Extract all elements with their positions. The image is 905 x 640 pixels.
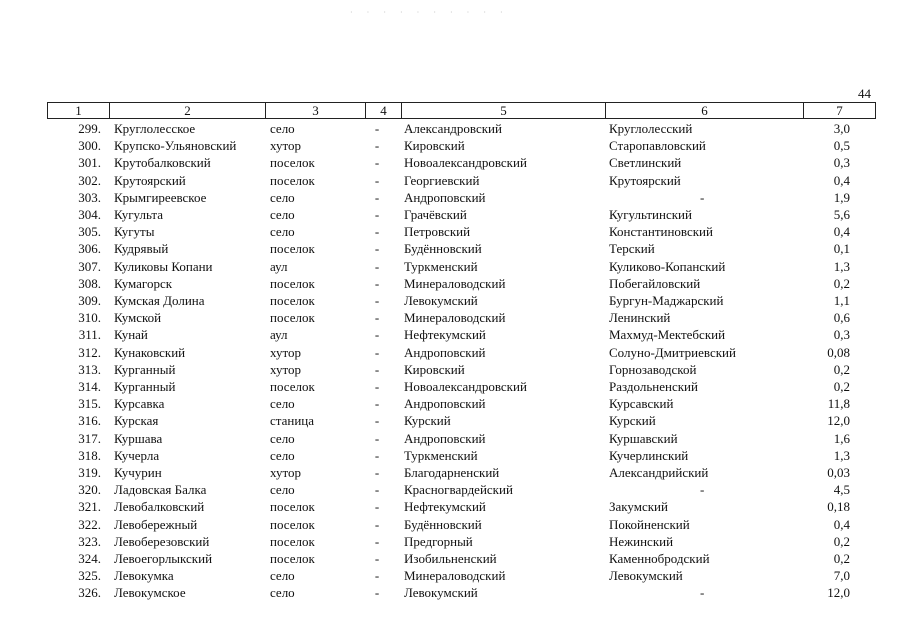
settlement-type: село <box>270 224 295 240</box>
table-row <box>0 550 905 567</box>
settlement-type: село <box>270 482 295 498</box>
settlement-type: поселок <box>270 551 315 566</box>
population-value: 0,2 <box>833 533 850 549</box>
column-4-value: - <box>374 396 380 412</box>
settlement-name: Крутоярский <box>114 172 186 188</box>
settlement-type: поселок <box>270 533 315 549</box>
row-number: 323. <box>78 533 101 549</box>
column-4-value: - <box>374 344 380 360</box>
column-4-value: - <box>374 379 380 394</box>
row-number: 319. <box>78 465 101 480</box>
column-4-value: - <box>374 499 380 515</box>
row-number: 302. <box>78 172 101 188</box>
district-name: Будённовский <box>404 516 482 532</box>
row-number: 300. <box>78 138 101 154</box>
column-header-1: 1 <box>48 103 110 118</box>
population-value: 0,4 <box>833 172 850 188</box>
population-value: 0,18 <box>827 499 850 515</box>
council-name: Кучерлинский <box>609 447 689 463</box>
council-name: Раздольненский <box>609 379 698 394</box>
council-name: - <box>700 482 705 498</box>
table-row <box>0 258 905 275</box>
column-4-value: - <box>374 310 380 326</box>
settlement-type: поселок <box>270 155 315 171</box>
population-value: 0,08 <box>827 344 850 360</box>
row-number: 308. <box>78 275 101 291</box>
council-name: Нежинский <box>609 533 674 549</box>
district-name: Кировский <box>404 361 465 377</box>
column-4-value: - <box>374 138 380 154</box>
council-name: Закумский <box>609 499 668 515</box>
column-4-value: - <box>374 361 380 377</box>
district-name: Красногвардейский <box>404 482 513 498</box>
table-row <box>0 498 905 515</box>
district-name: Предгорный <box>404 533 473 549</box>
settlement-name: Кудрявый <box>114 241 169 257</box>
column-4-value: - <box>374 482 380 498</box>
district-name: Нефтекумский <box>404 327 486 343</box>
settlement-type: аул <box>270 258 288 274</box>
settlement-name: Курганный <box>114 361 176 377</box>
row-number: 311. <box>78 327 101 343</box>
settlement-name: Ладовская Балка <box>114 482 207 498</box>
column-4-value: - <box>374 585 380 601</box>
settlement-name: Левобалковский <box>114 499 205 515</box>
council-name: Крутоярский <box>609 172 681 188</box>
settlement-type: аул <box>270 327 288 343</box>
row-number: 304. <box>78 207 101 222</box>
district-name: Левокумский <box>404 585 478 601</box>
row-number: 325. <box>78 568 101 584</box>
district-name: Нефтекумский <box>404 499 486 515</box>
column-header-4: 4 <box>366 103 402 118</box>
table-row <box>0 344 905 361</box>
population-value: 0,6 <box>833 310 850 326</box>
council-name: Махмуд-Мектебский <box>609 327 726 343</box>
population-value: 1,6 <box>833 430 850 446</box>
column-4-value: - <box>374 533 380 549</box>
column-4-value: - <box>374 258 380 274</box>
row-number: 310. <box>78 310 101 326</box>
table-row <box>0 275 905 292</box>
district-name: Будённовский <box>404 241 482 257</box>
table-header <box>47 102 876 119</box>
settlement-name: Левоберезовский <box>114 533 210 549</box>
district-name: Минераловодский <box>404 568 506 584</box>
district-name: Андроповский <box>404 344 486 360</box>
settlement-name: Левокумское <box>114 585 186 601</box>
settlement-name: Кунаковский <box>114 344 186 360</box>
settlement-name: Кумская Долина <box>114 293 205 308</box>
settlement-type: поселок <box>270 499 315 515</box>
column-4-value: - <box>374 430 380 446</box>
settlement-name: Крутобалковский <box>114 155 211 171</box>
settlement-name: Курсавка <box>114 396 165 412</box>
table-row <box>0 481 905 498</box>
column-4-value: - <box>374 189 380 205</box>
table-row <box>0 567 905 584</box>
population-value: 4,5 <box>833 482 850 498</box>
table-row <box>0 240 905 257</box>
column-4-value: - <box>374 327 380 343</box>
settlement-type: село <box>270 585 295 601</box>
council-name: Круглолесский <box>609 121 693 136</box>
settlement-name: Левокумка <box>114 568 174 584</box>
council-name: Покойненский <box>609 516 690 532</box>
settlement-name: Кугульта <box>114 207 163 222</box>
population-value: 11,8 <box>827 396 850 412</box>
settlement-name: Крымгиреевское <box>114 189 207 205</box>
council-name: Бургун-Маджарский <box>609 293 724 308</box>
table-row <box>0 189 905 206</box>
council-name: Курсавский <box>609 396 674 412</box>
column-header-6: 6 <box>606 103 804 118</box>
settlement-type: поселок <box>270 241 315 257</box>
column-4-value: - <box>374 172 380 188</box>
settlement-name: Куликовы Копани <box>114 258 213 274</box>
settlement-type: село <box>270 396 295 412</box>
district-name: Туркменский <box>404 447 478 463</box>
column-4-value: - <box>374 447 380 463</box>
column-header-3: 3 <box>266 103 366 118</box>
row-number: 307. <box>78 258 101 274</box>
row-number: 312. <box>78 344 101 360</box>
council-name: Терский <box>609 241 655 257</box>
column-4-value: - <box>374 516 380 532</box>
row-number: 299. <box>78 121 101 136</box>
table-row <box>0 361 905 378</box>
population-value: 0,4 <box>833 516 850 532</box>
row-number: 306. <box>78 241 101 257</box>
district-name: Курский <box>404 413 451 429</box>
district-name: Грачёвский <box>404 207 467 222</box>
table-row <box>0 223 905 240</box>
settlement-name: Куршава <box>114 430 163 446</box>
settlement-type: поселок <box>270 379 315 394</box>
row-number: 324. <box>78 551 101 566</box>
council-name: Солуно-Дмитриевский <box>609 344 736 360</box>
settlement-name: Курская <box>114 413 159 429</box>
district-name: Андроповский <box>404 430 486 446</box>
table-row <box>0 137 905 154</box>
settlement-name: Левобережный <box>114 516 198 532</box>
population-value: 0,2 <box>833 361 850 377</box>
settlement-name: Курганный <box>114 379 176 394</box>
table-row <box>0 516 905 533</box>
district-name: Георгиевский <box>404 172 480 188</box>
page-number: 44 <box>858 86 871 101</box>
council-name: Левокумский <box>609 568 683 584</box>
column-header-2: 2 <box>110 103 266 118</box>
column-4-value: - <box>374 121 380 136</box>
council-name: Куликово-Копанский <box>609 258 726 274</box>
population-value: 1,1 <box>833 293 850 308</box>
row-number: 309. <box>78 293 101 308</box>
district-name: Левокумский <box>404 293 478 308</box>
row-number: 315. <box>78 396 101 412</box>
district-name: Андроповский <box>404 189 486 205</box>
population-value: 0,3 <box>833 155 850 171</box>
column-header-7: 7 <box>836 103 843 118</box>
council-name: - <box>700 189 705 205</box>
district-name: Новоалександровский <box>404 379 527 394</box>
table-row <box>0 447 905 464</box>
scan-artifact: · · · · · · · · · · <box>350 8 509 17</box>
population-value: 1,3 <box>833 447 850 463</box>
table-row <box>0 533 905 550</box>
district-name: Александровский <box>404 121 502 136</box>
population-value: 12,0 <box>827 413 850 429</box>
row-number: 326. <box>78 585 101 601</box>
column-4-value: - <box>374 224 380 240</box>
council-name: Курский <box>609 413 656 429</box>
settlement-name: Кунай <box>114 327 148 343</box>
column-4-value: - <box>374 551 380 566</box>
district-name: Туркменский <box>404 258 478 274</box>
district-name: Изобильненский <box>404 551 497 566</box>
district-name: Андроповский <box>404 396 486 412</box>
settlement-type: хутор <box>270 344 302 360</box>
row-number: 321. <box>78 499 101 515</box>
settlement-type: село <box>270 430 295 446</box>
settlement-type: хутор <box>270 465 302 480</box>
table-row <box>0 206 905 223</box>
settlement-name: Кумской <box>114 310 162 326</box>
district-name: Минераловодский <box>404 310 506 326</box>
column-4-value: - <box>374 241 380 257</box>
settlement-type: поселок <box>270 310 315 326</box>
column-header-5: 5 <box>402 103 606 118</box>
district-name: Минераловодский <box>404 275 506 291</box>
population-value: 0,2 <box>833 275 850 291</box>
population-value: 0,3 <box>833 327 850 343</box>
row-number: 318. <box>78 447 101 463</box>
council-name: Куршавский <box>609 430 678 446</box>
council-name: Каменнобродский <box>609 551 710 566</box>
settlement-type: поселок <box>270 172 315 188</box>
council-name: Старопавловский <box>609 138 706 154</box>
settlement-name: Кумагорск <box>114 275 173 291</box>
population-value: 12,0 <box>827 585 850 601</box>
row-number: 301. <box>78 155 101 171</box>
settlement-type: хутор <box>270 138 302 154</box>
table-row <box>0 395 905 412</box>
population-value: 7,0 <box>833 568 850 584</box>
population-value: 1,9 <box>833 189 850 205</box>
settlement-type: село <box>270 568 295 584</box>
column-4-value: - <box>374 465 380 480</box>
council-name: Побегайловский <box>609 275 701 291</box>
column-4-value: - <box>374 293 380 308</box>
council-name: - <box>700 585 705 601</box>
table-row <box>0 172 905 189</box>
table-row <box>0 412 905 429</box>
column-4-value: - <box>374 275 380 291</box>
table-row <box>0 464 905 481</box>
table-row <box>0 154 905 171</box>
settlement-type: поселок <box>270 516 315 532</box>
row-number: 313. <box>78 361 101 377</box>
row-number: 305. <box>78 224 101 240</box>
district-name: Петровский <box>404 224 471 240</box>
settlement-type: поселок <box>270 275 315 291</box>
settlement-name: Крупско-Ульяновский <box>114 138 237 154</box>
table-row <box>0 430 905 447</box>
settlement-name: Круглолесское <box>114 121 196 136</box>
council-name: Светлинский <box>609 155 682 171</box>
settlement-name: Кугуты <box>114 224 155 240</box>
district-name: Кировский <box>404 138 465 154</box>
settlement-type: село <box>270 121 295 136</box>
table-row <box>0 326 905 343</box>
population-value: 0,1 <box>833 241 850 257</box>
column-4-value: - <box>374 207 380 222</box>
district-name: Благодарненский <box>404 465 500 480</box>
population-value: 3,0 <box>833 121 850 136</box>
population-value: 0,4 <box>833 224 850 240</box>
council-name: Кугультинский <box>609 207 692 222</box>
council-name: Константиновский <box>609 224 713 240</box>
table-row <box>0 292 905 309</box>
settlement-type: село <box>270 189 295 205</box>
settlement-type: станица <box>270 413 315 429</box>
table-row <box>0 584 905 601</box>
settlement-type: поселок <box>270 293 315 308</box>
council-name: Ленинский <box>609 310 671 326</box>
row-number: 314. <box>78 379 101 394</box>
column-4-value: - <box>374 413 380 429</box>
row-number: 322. <box>78 516 101 532</box>
settlement-name: Кучерла <box>114 447 160 463</box>
table-row <box>0 309 905 326</box>
district-name: Новоалександровский <box>404 155 527 171</box>
population-value: 5,6 <box>833 207 850 222</box>
table-row <box>0 120 905 137</box>
row-number: 317. <box>78 430 101 446</box>
settlement-type: село <box>270 447 295 463</box>
population-value: 0,5 <box>833 138 850 154</box>
population-value: 0,2 <box>833 551 850 566</box>
row-number: 316. <box>78 413 101 429</box>
column-4-value: - <box>374 568 380 584</box>
settlement-name: Кучурин <box>114 465 162 480</box>
row-number: 320. <box>78 482 101 498</box>
population-value: 0,03 <box>827 465 850 480</box>
council-name: Горнозаводской <box>609 361 697 377</box>
population-value: 0,2 <box>833 379 850 394</box>
column-4-value: - <box>374 155 380 171</box>
population-value: 1,3 <box>833 258 850 274</box>
settlement-type: село <box>270 207 295 222</box>
settlement-name: Левоегорлыкский <box>114 551 213 566</box>
row-number: 303. <box>78 189 101 205</box>
council-name: Александрийский <box>609 465 709 480</box>
table-row <box>0 378 905 395</box>
settlement-type: хутор <box>270 361 302 377</box>
